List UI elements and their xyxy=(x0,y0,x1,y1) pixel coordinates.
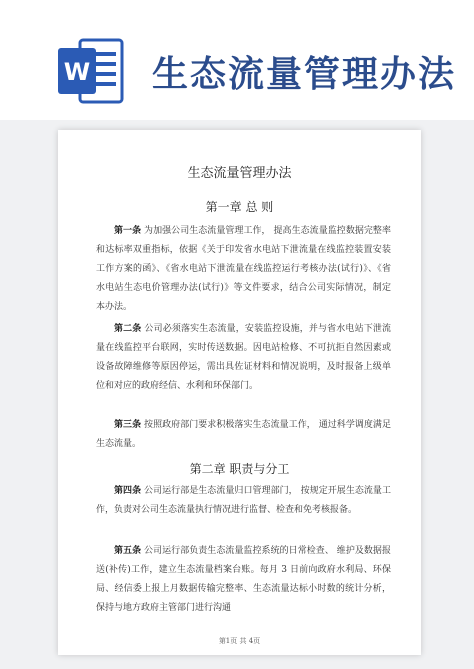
article-4 xyxy=(96,482,391,520)
chapter-1-heading: 第一章 总 则 xyxy=(205,200,274,214)
word-document-icon xyxy=(58,38,124,104)
document-title: 生态流量管理办法 xyxy=(187,166,292,181)
article-label: 第二条 xyxy=(114,324,142,334)
article-text: 公司必须落实生态流量，安装监控设施，并与省水电站下泄流量在线监控平台联网，实时传送数据。因电站检修、不可抗拒自然因素或设备故障维修等原因停运，需出具佐证材料和情况说明，及时报备上级单位和对应的政府经信、水利和环保部门。 xyxy=(96,324,391,391)
article-text: 按照政府部门要求积极落实生态流量工作， 通过科学调度满足生态流量。 xyxy=(96,420,391,449)
article-text: 公司运行部负责生态流量监控系统的日常检查、 维护及数据报送(补传)工作，建立生态流量档案台账。每月 3 日前向政府水利局、环保局、经信委上报上月数据传输完整率、生态流量达标小时数的统计分析，保持与地方政府主管部门进行沟通 xyxy=(96,546,391,613)
article-5 xyxy=(96,542,391,618)
article-text: 公司运行部是生态流量归口管理部门， 按规定开展生态流量工作，负责对公司生态流量执行情况进行监督、检查和免考核报备。 xyxy=(96,486,391,515)
article-2 xyxy=(96,320,391,396)
article-1 xyxy=(96,222,391,317)
document-page xyxy=(58,130,421,655)
article-label: 第一条 xyxy=(114,226,142,236)
article-text: 为加强公司生态流量管理工作， 提高生态流量监控数据完整率和达标率双重指标，依据《关于印发省水电站下泄流量在线监控装置安装工作方案的函》、《省水电站下泄流量在线监控运行考核办法(试行)》、《省水电站生态电价管理办法(试行)》等文件要求，结合公司实际情况，制定本办法。 xyxy=(96,226,391,312)
article-3 xyxy=(96,416,391,454)
page-footer: 第1页 共 4页 xyxy=(218,637,261,645)
preview-banner xyxy=(0,0,474,120)
svg-text:W: W xyxy=(63,58,91,86)
banner-title: 生态流量管理办法 xyxy=(152,54,457,95)
article-label: 第三条 xyxy=(114,420,142,430)
article-label: 第四条 xyxy=(114,486,142,496)
article-label: 第五条 xyxy=(114,546,142,556)
chapter-2-heading: 第二章 职责与分工 xyxy=(189,462,290,476)
